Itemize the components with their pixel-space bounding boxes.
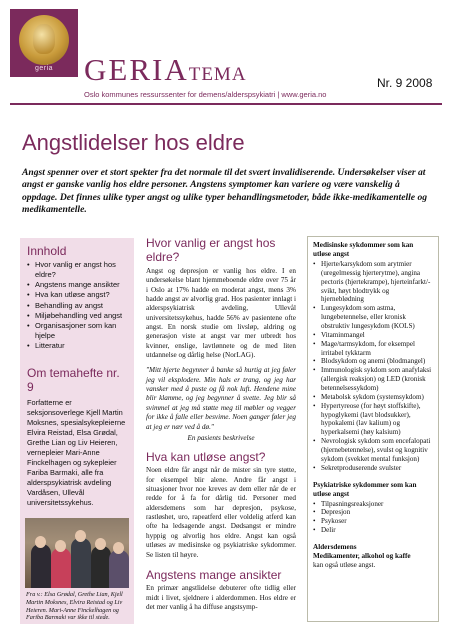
logo-caption: geria bbox=[34, 65, 54, 72]
innhold-item: • Miljøbehandling ved angst bbox=[27, 311, 130, 321]
medical-item: • Metabolsk sykdom (systemsykdom) bbox=[313, 393, 433, 402]
patient-quote: "Mitt hjerte begynner å banke så hurtig at jeg føler jeg vil eksplodere. Min hals er trang, og jeg har vansker med å puste og få nok luft. Hendene mine blir klamme, og jeg begynner å svette. Jeg blir så svimmel at jeg må støtte meg til møbler og vegger for ikke å falle eller besvime. Noen ganger føler jeg at jeg er nær ved å dø." bbox=[146, 366, 296, 431]
medical-item: • Nevrologisk sykdom som encefalopati (hjernebetennelse), svulst og kognitiv sykdom (svekket mental funksjon) bbox=[313, 437, 433, 464]
causes-box bbox=[307, 236, 439, 622]
brand-tema: TEMA bbox=[188, 64, 247, 85]
triggers-text: Noen eldre får angst når de mister sin tyre støtte, for eksempel blir alene. Andre får angst i situasjoner hvor noe kreves av dem eller når de er redde for å fa for dårlig tid. Personer med aldersdemens som har depresjon, psykose, rastløshet, uro, rapeatferd eller voldelig atferd kan ofte ha ledsagende angst. Dødsangst er mindre hyppig og alvorlig hos eldre. Angst kan også utløses av medisinske og psykiatriske sykdommer. Se listen til høyre. bbox=[146, 466, 296, 559]
innhold-item: • Behandling av angst bbox=[27, 301, 130, 311]
brand-geria: GERIA bbox=[84, 52, 189, 87]
innhold-item: • Angstens mange ansikter bbox=[27, 280, 130, 290]
psychiatric-heading: Psykiatriske sykdommer som kan utløse angst bbox=[313, 480, 417, 498]
medical-item: • Sekretproduserende svulster bbox=[313, 464, 433, 473]
psychiatric-item: • Tilpasningsreaksjoner bbox=[313, 500, 433, 509]
quote-attribution: En pasients beskrivelse bbox=[187, 433, 255, 442]
innhold-item: • Hvor vanlig er angst hos eldre? bbox=[27, 260, 130, 280]
dementia-text: kan også utløse angst. bbox=[313, 561, 376, 570]
medal-emblem bbox=[19, 15, 69, 65]
about-text: Forfatterne er seksjonsoverlege Kjell Martin Moksnes, spesialsykepleierne Elvira Reistad, Elsa Grødal, Grethe Lian og Liv Heieren, vernepleier Mari-Anne Finckelhagen og sykepleier Fariba Barmaki, alle fra alderspsykiatrisk avdeling Vardåsen, Ullevål universitetssykehus. bbox=[27, 398, 126, 507]
medical-item: • Hypertyreose (for høyt stoffskifte), hypoglykemi (lavt blodsukker), hypokalemi (lav kalium) og hyperkalsemi (høy kalsium) bbox=[313, 402, 433, 437]
medical-item: • Vitaminmangel bbox=[313, 331, 433, 340]
article-title: Angstlidelser hos eldre bbox=[22, 130, 245, 155]
medical-item: • Hjerte/karsykdom som arytmier (uregelmessig hjerterytme), angina pectoris (hjertekrampe), hjerteinfarkt/-svikt, høyt blodtrykk og hjerneblødning bbox=[313, 260, 433, 304]
medical-item: • Lungesykdom som astma, lungebetennelse, eller kronisk obstruktiv lungesykdom (KOLS) bbox=[313, 304, 433, 331]
section-heading-triggers: Hva kan utløse angst? bbox=[146, 449, 266, 464]
psychiatric-list bbox=[313, 500, 433, 535]
innhold-heading: Innhold bbox=[27, 244, 67, 258]
about-heading: Om temahefte nr. 9 bbox=[27, 366, 120, 395]
medical-list bbox=[313, 260, 433, 473]
psychiatric-item: • Psykoser bbox=[313, 517, 433, 526]
middle-column bbox=[146, 236, 296, 612]
photo-caption: Fra v.: Elsa Grødal, Grethe Lian, Kjell Martin Moksnes, Elvira Reistad og Liv Heieren. Mari-Anne Finckelhagen og Fariba Barmaki var ikke til stede. bbox=[26, 591, 123, 622]
section-heading-prevalence: Hvor vanlig er angst hos eldre? bbox=[146, 236, 276, 265]
innhold-item: • Litteratur bbox=[27, 341, 130, 351]
faces-text: En primær angstlidelse debuterer ofte tidlig eller midt i livet, sjeldnere i alderdommen. Hos eldre er det mer vanlig å ha diffuse angstsymp- bbox=[146, 584, 296, 611]
prevalence-text: Angst og depresjon er vanlig hos eldre. I en undersøkelse blant hjemmeboende eldre over 75 år i Oslo at 17% hadde en moderat angst, mens 3% hadde angst av alvorlig grad. Hos pasienter innlagt i alderspsykiatrisk avdeling, Ullevål universitetssykehus, hadde 56% av pasientene ofte angst. En norsk studie om livsløp, aldring og generasjon viste at angst var mer utbredt hos kvinner, enslige, lavtlønnete og de med liten utdannelse og dårlig helse (NorLAG). bbox=[146, 266, 296, 360]
header-rule bbox=[10, 103, 442, 105]
innhold-item: • Organisasjoner som kan hjelpe bbox=[27, 321, 130, 341]
issue-number: Nr. 9 2008 bbox=[377, 76, 433, 90]
innhold-item: • Hva kan utløse angst? bbox=[27, 290, 130, 300]
sidebar bbox=[20, 238, 134, 624]
medical-item: • Immunologisk sykdom som anafylaksi (allergisk reaksjon) og LED (kronisk betennelsessykdom) bbox=[313, 366, 433, 393]
medical-heading: Medisinske sykdommer som kan utløse angst bbox=[313, 241, 414, 258]
medical-item: • Mage/tarmsykdom, for eksempel irritabel tykktarm bbox=[313, 340, 433, 358]
section-heading-faces: Angstens mange ansikter bbox=[146, 567, 282, 582]
psychiatric-item: • Depresjon bbox=[313, 508, 433, 517]
psychiatric-item: • Delir bbox=[313, 526, 433, 535]
brand-title bbox=[84, 52, 247, 88]
medical-item: • Blodsykdom og anemi (blodmangel) bbox=[313, 357, 433, 366]
authors-photo bbox=[25, 518, 129, 588]
geria-logo bbox=[10, 9, 78, 77]
tagline: Oslo kommunes ressurssenter for demens/alderspsykiatri | www.geria.no bbox=[84, 90, 327, 99]
article-lead: Angst spenner over et stort spekter fra det normale til det svært invalidiserende. Undersøkelser viser at angst er ganske vanlig hos eldre personer. Angstens symptomer kan variere og være vanskelig å oppdage. Det finnes ulike typer angst og ulike typer behandlingsmetoder, både ikke-medikamentelle og medikamentelle. bbox=[22, 167, 428, 216]
innhold-list bbox=[20, 260, 134, 351]
dementia-heading: Aldersdemens Medikamenter, alkohol og kaffe bbox=[313, 543, 411, 561]
